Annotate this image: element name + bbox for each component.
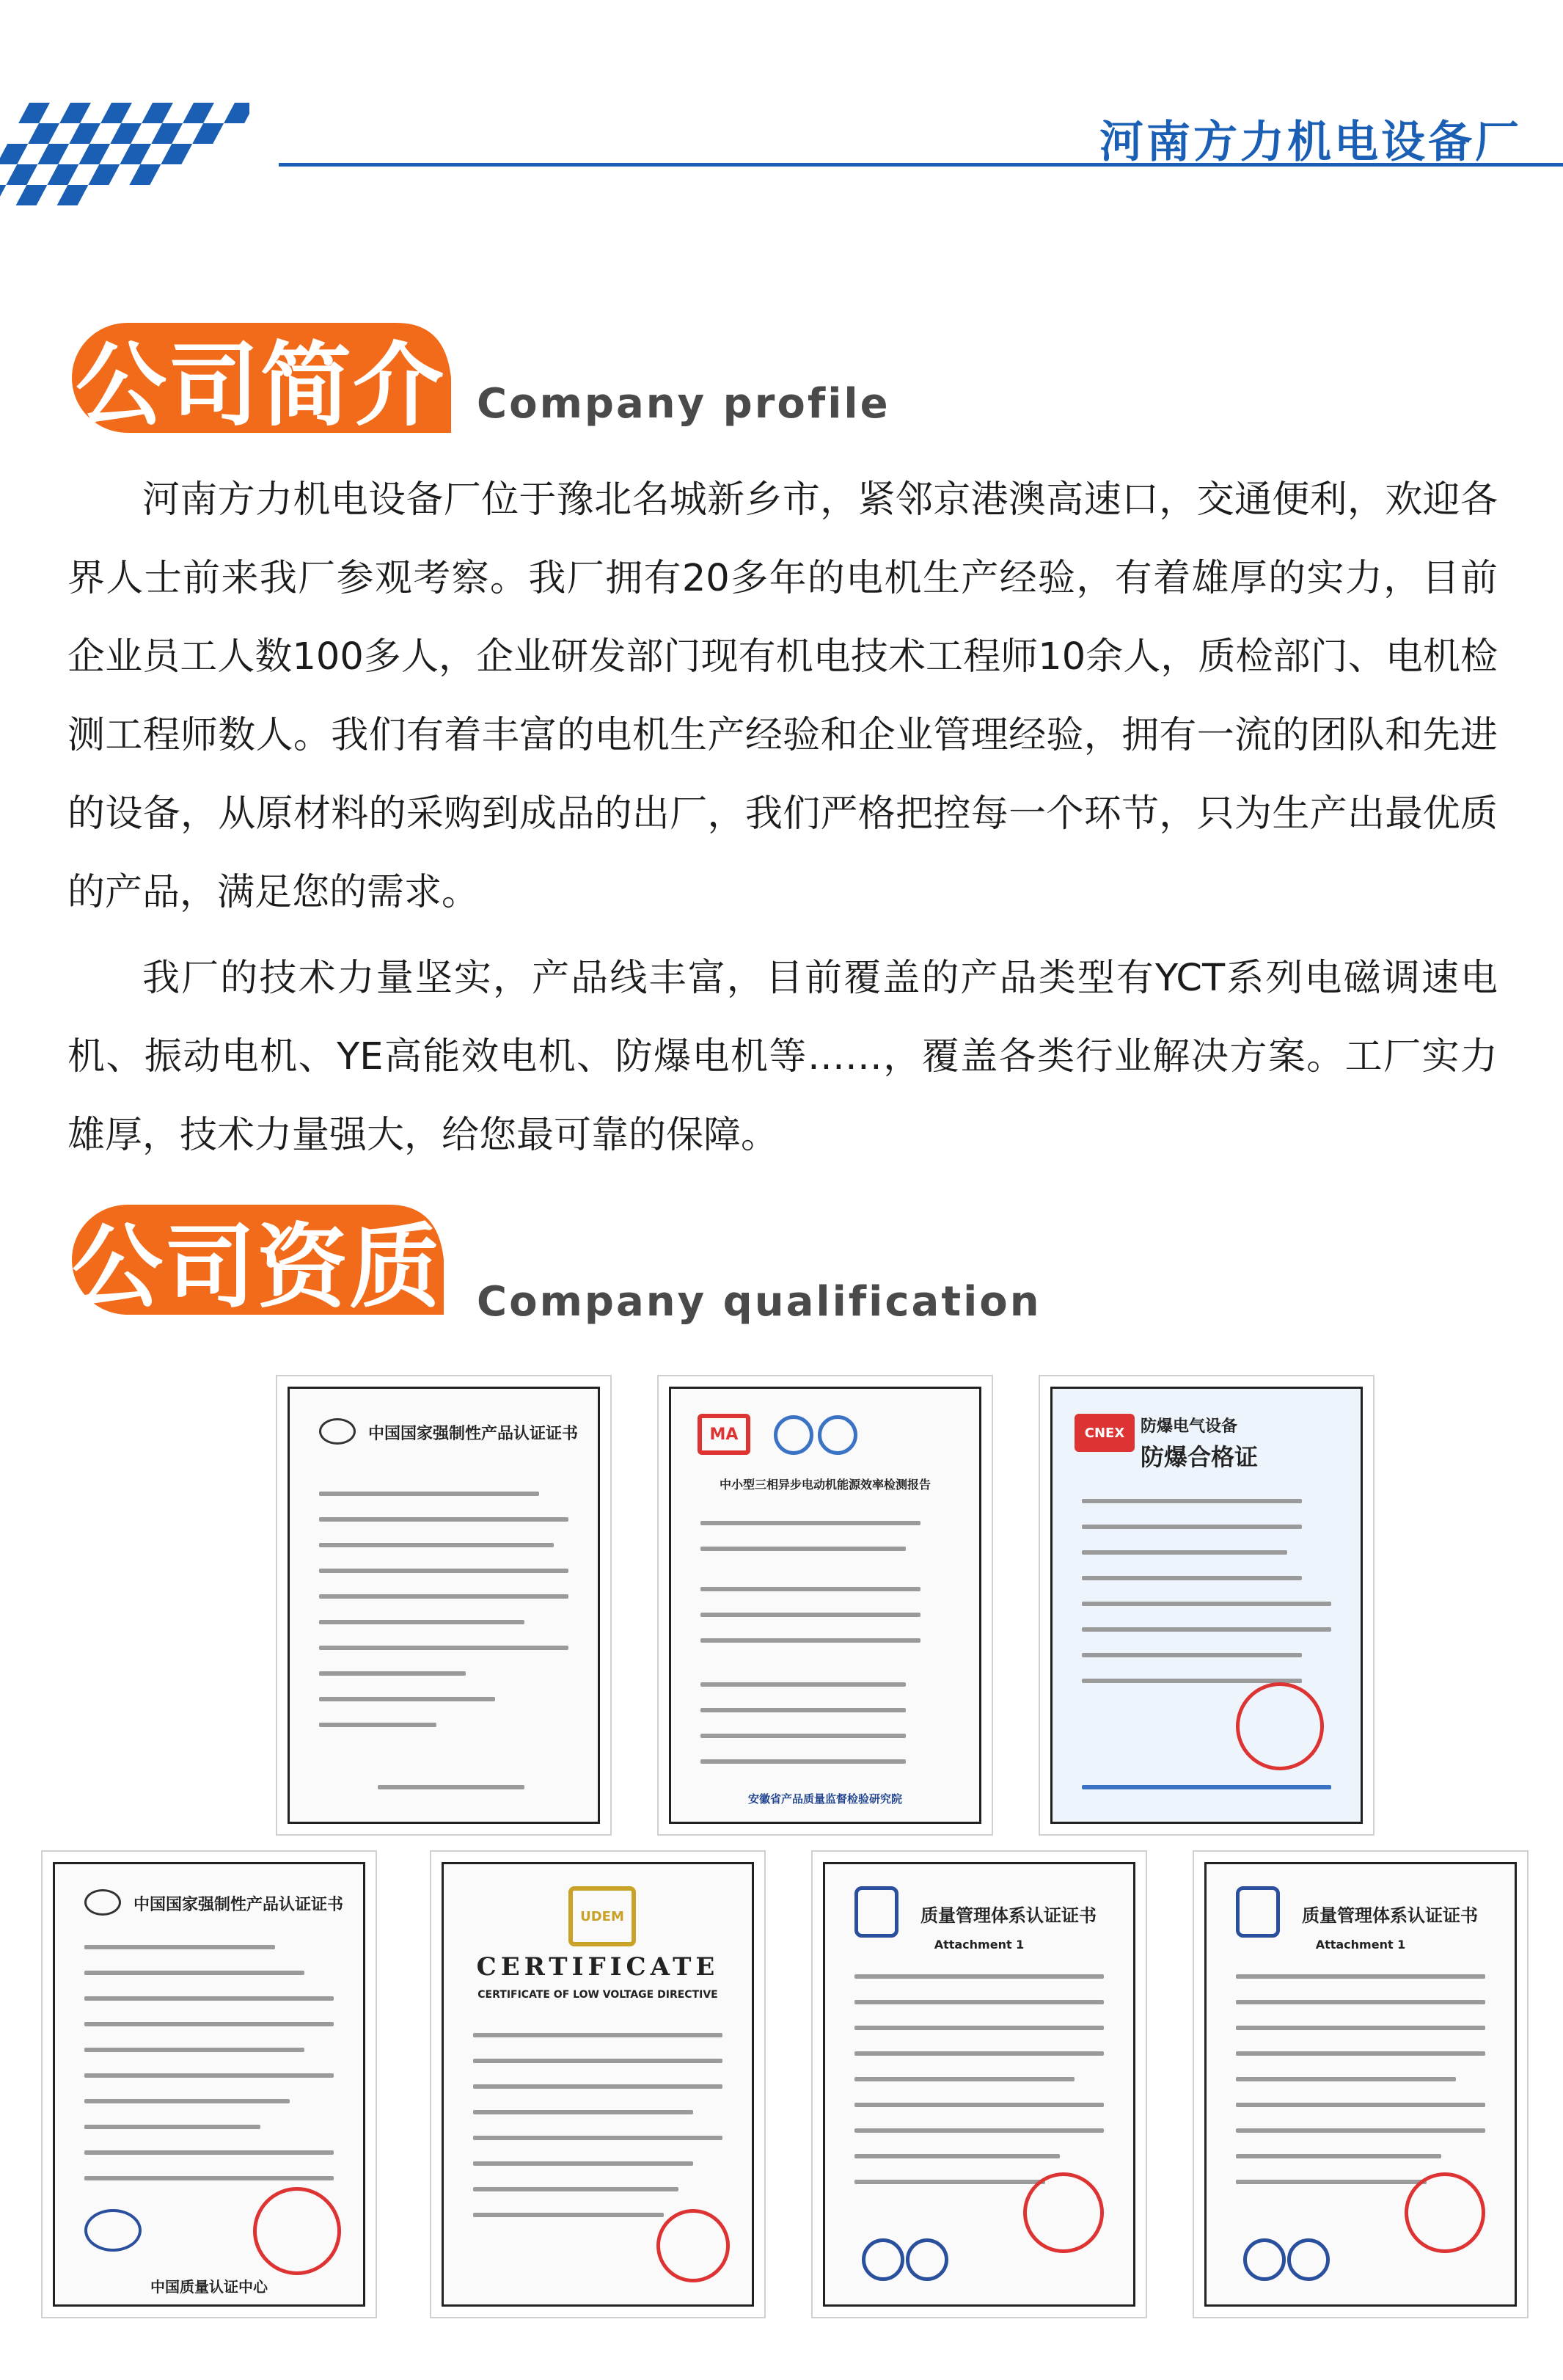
cnas-logo [818, 1415, 857, 1455]
certificate-footer: 中国质量认证中心 [150, 2278, 268, 2296]
certificate-ccc-1 [288, 1387, 600, 1824]
cqc-logo [84, 2209, 142, 2252]
header-checker-graphic [0, 103, 249, 213]
company-brand-name: 河南方力机电设备厂 [1099, 117, 1522, 168]
red-seal [1236, 1682, 1324, 1770]
profile-title-badge [66, 315, 455, 440]
ilac-logo [774, 1415, 813, 1455]
certificate-quality-management-1 [823, 1862, 1135, 2307]
red-seal [656, 2209, 730, 2282]
iaf-logo [1243, 2238, 1286, 2281]
red-seal [253, 2187, 341, 2275]
cma-logo: MA [698, 1414, 750, 1455]
certificate-efficiency-report [669, 1387, 981, 1824]
iaf-logo [862, 2238, 904, 2281]
certificate-title: 中国国家强制性产品认证证书 [367, 1425, 578, 1443]
certificate-ccc-2 [53, 1862, 365, 2307]
certificate-title: 质量管理体系认证证书 [1302, 1905, 1478, 1926]
cnas-logo [1287, 2238, 1330, 2281]
red-seal [1405, 2172, 1485, 2253]
certificate-low-voltage [442, 1862, 754, 2307]
certificate-title: 中小型三相异步电动机能源效率检测报告 [719, 1478, 931, 1492]
certificate-subtitle: Attachment 1 [934, 1938, 1025, 1952]
profile-title-en: Company profile [477, 380, 890, 428]
qualification-title-en: Company qualification [477, 1278, 1042, 1326]
qualification-title-badge [66, 1197, 447, 1322]
cnex-logo: CNEX [1075, 1414, 1135, 1452]
certificate-title: 质量管理体系认证证书 [920, 1905, 1097, 1926]
certificate-footer: 安徽省产品质量监督检验研究院 [747, 1792, 902, 1806]
profile-paragraph-1: 河南方力机电设备厂位于豫北名城新乡市，紧邻京港澳高速口，交通便利，欢迎各界人士前来我厂参观考察。我厂拥有20多年的电机生产经验，有着雄厚的实力，目前企业员工人数100多人，企业研发部门现有机电技术工程师10余人，质检部门、电机检测工程师数人。我们有着丰富的电机生产经验和企业管理经验，拥有一流的团队和先进的设备，从原材料的采购到成品的出厂，我们严格把控每一个环节，只为生产出最优质的产品，满足您的需求。 [67, 478, 1498, 914]
certificate-subtitle: CERTIFICATE OF LOW VOLTAGE DIRECTIVE [477, 1989, 718, 2001]
profile-paragraph-2: 我厂的技术力量坚实，产品线丰富，目前覆盖的产品类型有YCT系列电磁调速电机、振动电机、YE高能效电机、防爆电机等……，覆盖各类行业解决方案。工厂实力雄厚，技术力量强大，给您最可靠的保障。 [67, 957, 1498, 1157]
profile-title-cn: 公司简介 [75, 333, 445, 439]
certificate-header: 防爆电气设备 [1141, 1417, 1238, 1436]
cnas-logo [906, 2238, 948, 2281]
certificate-explosion-proof [1050, 1387, 1363, 1824]
certificate-subtitle: Attachment 1 [1315, 1938, 1406, 1952]
certificate-quality-management-2 [1204, 1862, 1517, 2307]
qualification-title-cn: 公司资质 [71, 1215, 442, 1321]
red-seal [1023, 2172, 1104, 2253]
certificate-title: 防爆合格证 [1141, 1443, 1259, 1471]
udem-logo: UDEM [568, 1886, 636, 1946]
certificate-title: CERTIFICATE [476, 1952, 720, 1982]
certificate-title: 中国国家强制性产品认证证书 [133, 1896, 343, 1914]
